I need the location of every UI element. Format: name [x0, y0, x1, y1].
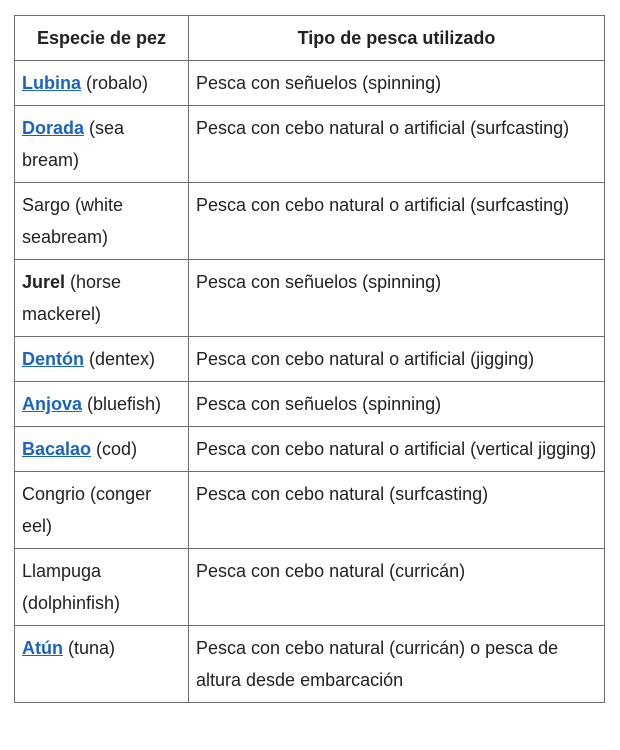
species-name: Sargo: [22, 195, 71, 215]
table-row: [15, 106, 605, 183]
species-desc: (horse mackerel): [22, 272, 122, 324]
method-cell: Pesca con cebo natural (curricán) o pesca de altura desde embarcación: [189, 626, 605, 703]
species-desc: (conger eel): [22, 484, 152, 536]
species-cell: [15, 626, 189, 703]
species-cell: [15, 260, 189, 337]
species-link[interactable]: Anjova: [22, 394, 83, 414]
method-cell: Pesca con cebo natural o artificial (surfcasting): [189, 106, 605, 183]
species-link[interactable]: Dentón: [22, 349, 84, 369]
species-link[interactable]: Lubina: [22, 73, 81, 93]
method-cell: Pesca con cebo natural o artificial (jigging): [189, 337, 605, 382]
table-row: [15, 61, 605, 106]
species-name: Llampuga: [22, 561, 102, 581]
method-cell: Pesca con cebo natural (surfcasting): [189, 472, 605, 549]
species-desc: (white seabream): [22, 195, 124, 247]
species-desc: (dolphinfish): [22, 593, 121, 613]
header-species: Especie de pez: [15, 16, 189, 61]
table-row: [15, 472, 605, 549]
species-desc: (cod): [91, 439, 138, 459]
species-cell: [15, 183, 189, 260]
species-link[interactable]: Dorada: [22, 118, 85, 138]
table-row: [15, 427, 605, 472]
species-desc: (robalo): [81, 73, 149, 93]
species-desc: (dentex): [84, 349, 156, 369]
table-row: [15, 337, 605, 382]
fishing-table: [14, 15, 605, 703]
species-name: Congrio: [22, 484, 86, 504]
header-method: Tipo de pesca utilizado: [189, 16, 605, 61]
species-name: Jurel: [22, 272, 66, 292]
table-header-row: [15, 16, 605, 61]
species-desc: (sea bream): [22, 118, 125, 170]
table-row: [15, 260, 605, 337]
table-row: [15, 626, 605, 703]
method-cell: Pesca con señuelos (spinning): [189, 382, 605, 427]
species-cell: [15, 472, 189, 549]
method-cell: Pesca con cebo natural o artificial (vertical jigging): [189, 427, 605, 472]
species-cell: [15, 427, 189, 472]
species-cell: [15, 549, 189, 626]
method-cell: Pesca con señuelos (spinning): [189, 61, 605, 106]
table-row: [15, 382, 605, 427]
species-link[interactable]: Bacalao: [22, 439, 92, 459]
table-row: [15, 183, 605, 260]
method-cell: Pesca con señuelos (spinning): [189, 260, 605, 337]
method-cell: Pesca con cebo natural o artificial (surfcasting): [189, 183, 605, 260]
table-row: [15, 549, 605, 626]
species-cell: [15, 337, 189, 382]
species-desc: (bluefish): [82, 394, 162, 414]
species-cell: [15, 382, 189, 427]
species-cell: [15, 61, 189, 106]
species-link[interactable]: Atún: [22, 638, 63, 658]
species-cell: [15, 106, 189, 183]
method-cell: Pesca con cebo natural (curricán): [189, 549, 605, 626]
species-desc: (tuna): [62, 638, 116, 658]
